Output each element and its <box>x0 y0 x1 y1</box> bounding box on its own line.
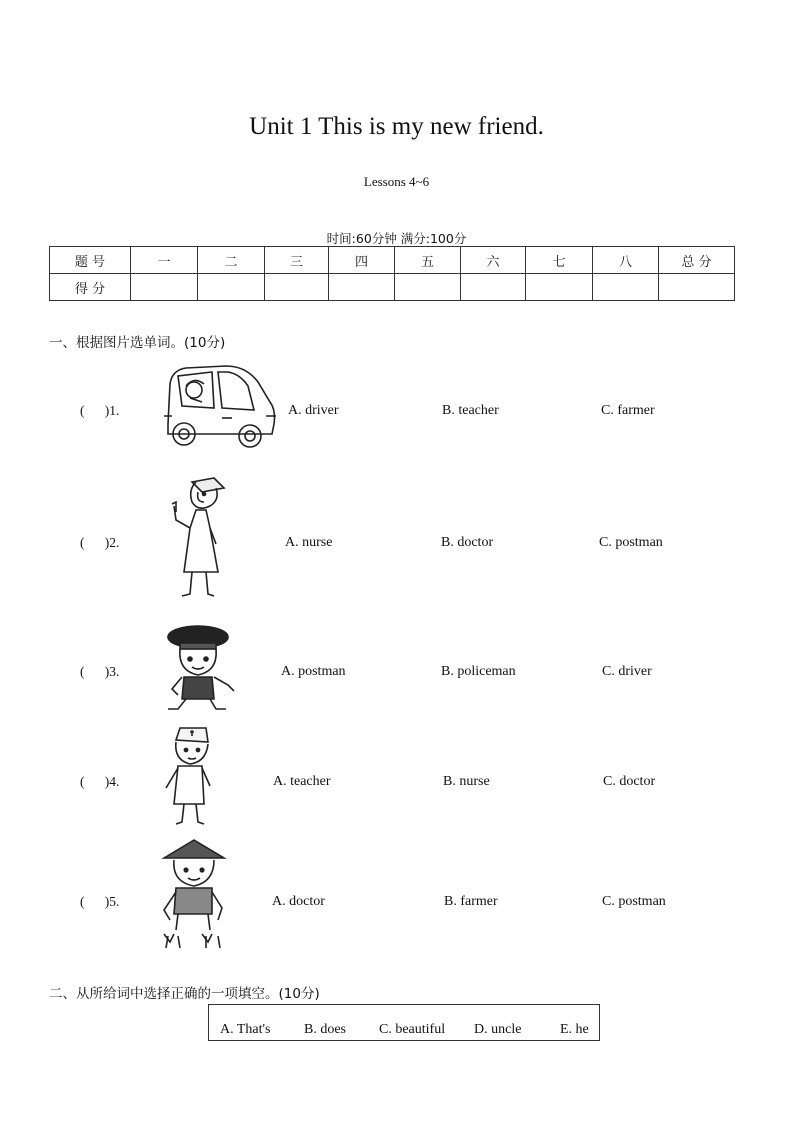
word-option-e: E. he <box>560 1022 589 1037</box>
question-1-number[interactable]: ( )1. <box>80 403 120 418</box>
farmer-picture <box>156 838 232 954</box>
nurse-picture <box>162 472 230 600</box>
word-option-c: C. beautiful <box>379 1022 446 1037</box>
car-driver-picture <box>162 362 278 450</box>
q3-option-c[interactable]: C. driver <box>602 664 652 679</box>
score-entry-cell[interactable] <box>198 274 265 301</box>
score-entry-cell[interactable] <box>329 274 395 301</box>
q4-option-b[interactable]: B. nurse <box>443 774 490 789</box>
score-entry-cell[interactable] <box>659 274 735 301</box>
worksheet-title: Unit 1 This is my new friend. <box>249 113 544 140</box>
q5-option-c[interactable]: C. postman <box>602 894 666 909</box>
section-1-heading: 一、根据图片选单词。(10分) <box>49 335 226 351</box>
question-5-number[interactable]: ( )5. <box>80 894 120 909</box>
worksheet-subtitle: Lessons 4~6 <box>363 174 430 189</box>
time-and-score-info: 时间:60分钟 满分:100分 <box>326 231 467 246</box>
q2-option-b[interactable]: B. doctor <box>441 535 494 550</box>
q3-option-a[interactable]: A. postman <box>281 664 346 679</box>
word-bank-box <box>208 1004 600 1041</box>
word-option-d: D. uncle <box>474 1022 522 1037</box>
question-3-number[interactable]: ( )3. <box>80 664 120 679</box>
score-entry-cell[interactable] <box>131 274 198 301</box>
score-cell: 题 号 <box>50 247 131 274</box>
score-cell: 七 <box>526 247 593 274</box>
score-cell: 五 <box>395 247 461 274</box>
q1-option-a[interactable]: A. driver <box>288 403 339 418</box>
score-cell: 一 <box>131 247 198 274</box>
word-option-a: A. That's <box>220 1022 271 1037</box>
q2-option-a[interactable]: A. nurse <box>285 535 333 550</box>
section-2-heading: 二、从所给词中选择正确的一项填空。(10分) <box>49 986 320 1002</box>
score-cell: 三 <box>265 247 329 274</box>
score-entry-cell[interactable] <box>526 274 593 301</box>
score-cell: 四 <box>329 247 395 274</box>
q4-option-c[interactable]: C. doctor <box>603 774 656 789</box>
score-entry-cell[interactable] <box>461 274 526 301</box>
score-table <box>49 246 735 301</box>
question-2-number[interactable]: ( )2. <box>80 535 120 550</box>
score-row-label: 得 分 <box>50 274 131 301</box>
score-entry-cell[interactable] <box>395 274 461 301</box>
score-cell: 六 <box>461 247 526 274</box>
q3-option-b[interactable]: B. policeman <box>441 664 516 679</box>
score-table-score-row <box>50 274 735 301</box>
word-option-b: B. does <box>304 1022 346 1037</box>
score-cell: 八 <box>593 247 659 274</box>
score-cell: 二 <box>198 247 265 274</box>
q1-option-b[interactable]: B. teacher <box>442 403 499 418</box>
score-entry-cell[interactable] <box>265 274 329 301</box>
q1-option-c[interactable]: C. farmer <box>601 403 655 418</box>
doctor-picture <box>162 724 216 828</box>
policeman-picture <box>158 623 240 713</box>
q2-option-c[interactable]: C. postman <box>599 535 663 550</box>
q4-option-a[interactable]: A. teacher <box>273 774 331 789</box>
q5-option-b[interactable]: B. farmer <box>444 894 498 909</box>
score-entry-cell[interactable] <box>593 274 659 301</box>
q5-option-a[interactable]: A. doctor <box>272 894 325 909</box>
score-table-header-row <box>50 247 735 274</box>
question-4-number[interactable]: ( )4. <box>80 774 120 789</box>
score-cell: 总 分 <box>659 247 735 274</box>
